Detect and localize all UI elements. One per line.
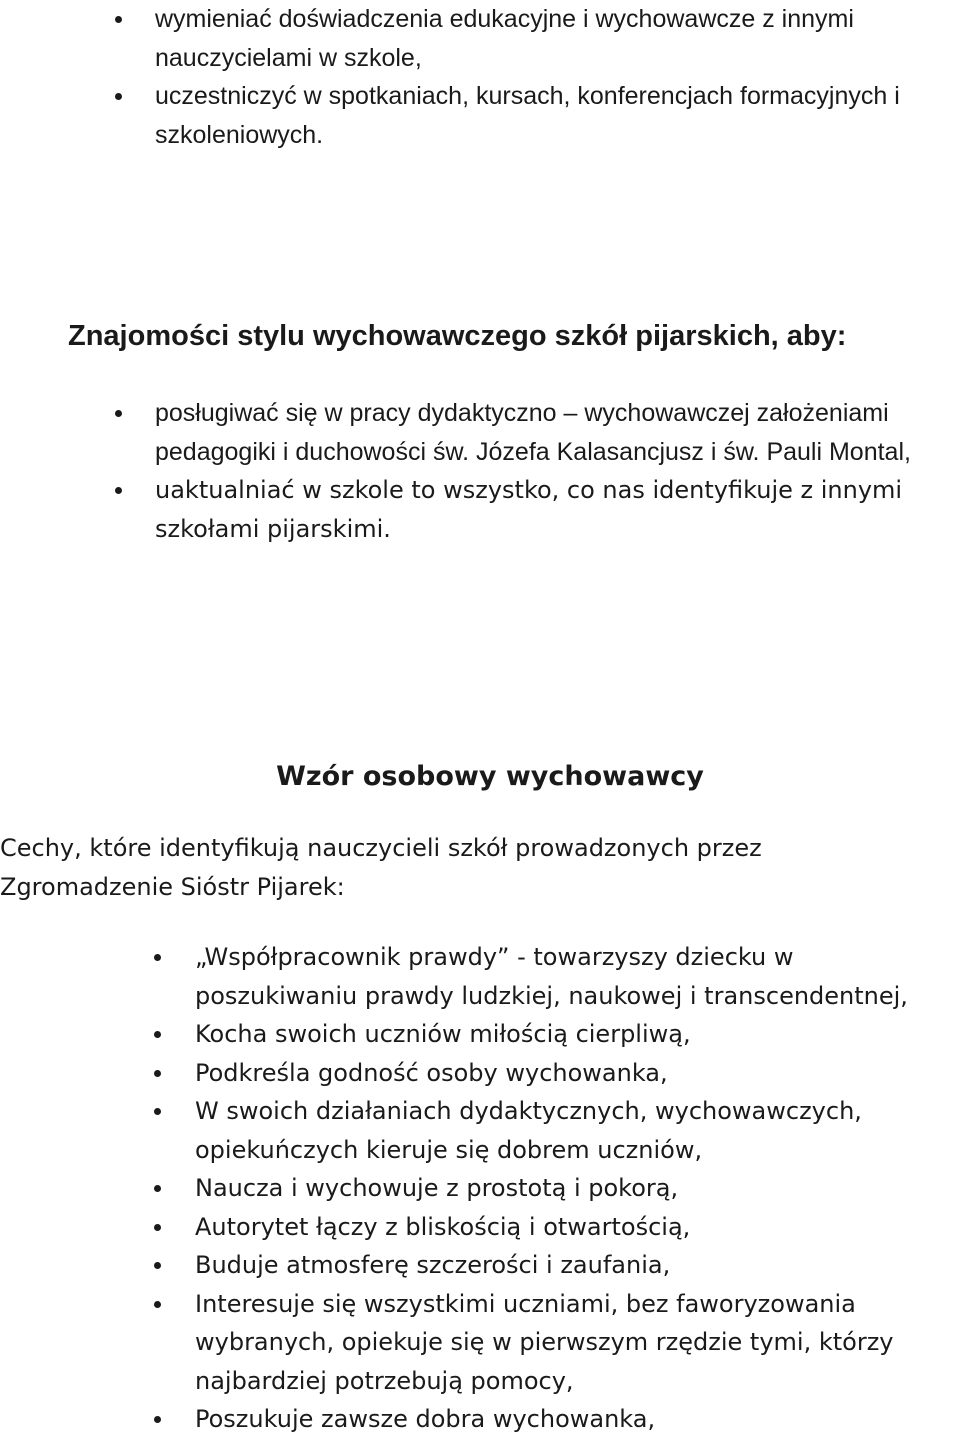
- intro-paragraph: Cechy, które identyfikują nauczycieli szkół prowadzonych przez Zgromadzenie Sióstr Pijarek:: [0, 834, 762, 901]
- list-item: Kocha swoich uczniów miłością cierpliwą,: [195, 1015, 955, 1054]
- list-item: uaktualniać w szkole to wszystko, co nas identyfikuje z innymi szkołami pijarskimi.: [155, 471, 955, 548]
- list-item: posługiwać się w pracy dydaktyczno – wychowawczej założeniami pedagogiki i duchowości św. Józefa Kalasancjusz i św. Pauli Montal,: [155, 394, 955, 471]
- cechy-bullet-list: [195, 938, 955, 1439]
- section-heading-wzor: Wzór osobowy wychowawcy: [276, 761, 704, 792]
- list-item: Naucza i wychowuje z prostotą i pokorą,: [195, 1169, 955, 1208]
- list-item: Autorytet łączy z bliskością i otwartością,: [195, 1208, 955, 1247]
- list-item: Poszukuje zawsze dobra wychowanka,: [195, 1400, 955, 1439]
- list-item: Buduje atmosferę szczerości i zaufania,: [195, 1246, 955, 1285]
- list-item: Interesuje się wszystkimi uczniami, bez faworyzowania wybranych, opiekuje się w pierwszym rzędzie tymi, którzy najbardziej potrzebują pomocy,: [195, 1285, 955, 1401]
- list-item: Podkreśla godność osoby wychowanka,: [195, 1054, 955, 1093]
- list-item: W swoich działaniach dydaktycznych, wychowawczych, opiekuńczych kieruje się dobrem uczniów,: [195, 1092, 955, 1169]
- section-heading-styl: Znajomości stylu wychowawczego szkół pijarskich, aby:: [68, 320, 847, 352]
- list-item: uczestniczyć w spotkaniach, kursach, konferencjach formacyjnych i szkoleniowych.: [155, 77, 945, 154]
- styl-bullet-list: [155, 394, 955, 548]
- top-bullet-list: [155, 0, 945, 154]
- list-item: „Współpracownik prawdy” - towarzyszy dziecku w poszukiwaniu prawdy ludzkiej, naukowej i transcendentnej,: [195, 938, 955, 1015]
- list-item: wymieniać doświadczenia edukacyjne i wychowawcze z innymi nauczycielami w szkole,: [155, 0, 945, 77]
